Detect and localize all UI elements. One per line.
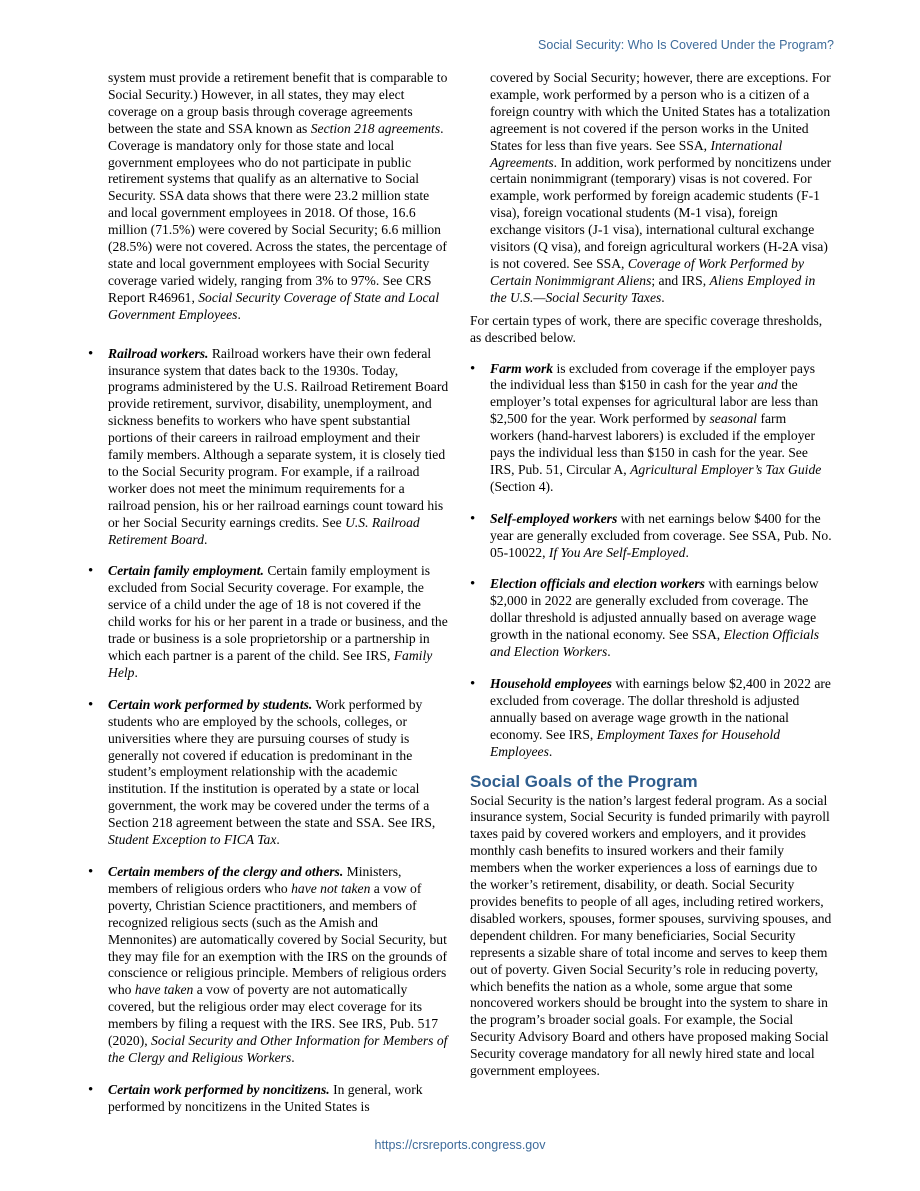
bullet-lead: Farm work (490, 360, 554, 376)
bullet-icon: • (88, 696, 94, 713)
body-text: covered by Social Security; however, there are exceptions. For example, work performed by a person who is a citizen of a foreign country with which the United States has a totalization agreement is not covered if the person works in the United States for less than five years. See SSA, (490, 70, 831, 153)
bullet-item (88, 864, 450, 1067)
body-text: In general, work performed by noncitizens in the United States is (108, 1081, 423, 1114)
section-body: Social Security is the nation’s largest federal program. As a social insurance system, Social Security is funded primarily with payroll taxes paid by covered workers and employers, and it provides monthly cash benefits to insured workers and their family members when the worker experiences a loss of earnings due to the worker’s retirement, disability, or death. Social Security provides benefits to people of all ages, including retired workers, disabled workers, spouses, former spouses, surviving spouses, and dependent children. For many beneficiaries, Social Security represents a sizable share of total income and serves to keep them out of poverty. Given Social Security’s role in reducing poverty, which benefits the nation as a whole, some argue that some noncovered workers should be brought into the system to share in the program’s broader social goals. For example, the Social Security Advisory Board and others have proposed making Social Security coverage mandatory for all newly hired state and local government employees. (470, 792, 832, 1079)
citation-text: U.S. Railroad Retirement Board (108, 514, 420, 547)
citation-text: Aliens Employed in the U.S.—Social Security Taxes (490, 272, 816, 305)
bullet-icon: • (88, 863, 94, 880)
bullet-item (470, 576, 832, 661)
body-text: (Section 4). (490, 478, 554, 494)
body-text: a vow of poverty are not automatically covered, but the religious order may elect coverage for its members by filing a request with the IRS. See IRS, Pub. 517 (2020), (108, 982, 438, 1049)
citation-text: Coverage of Work Performed by Certain Nonimmigrant Aliens (490, 255, 804, 288)
bullet-lead: Household employees (490, 676, 612, 691)
body-text: . (548, 743, 553, 759)
citation-text: Agricultural Employer’s Tax Guide (630, 461, 822, 477)
citation-text: Election Officials and Election Workers (490, 627, 820, 660)
bullet-lead: Self-employed workers (490, 510, 618, 526)
body-text: with earnings below $2,400 in 2022 are excluded from coverage. The dollar threshold is adjusted annually based on average wage growth in the national economy. See IRS, (490, 676, 831, 742)
bullet-icon: • (470, 510, 476, 527)
bullet-lead: Railroad workers. (108, 345, 209, 361)
body-text: . (134, 664, 138, 680)
body-text: . (204, 531, 208, 547)
section-heading: Social Goals of the Program (470, 771, 698, 791)
left-bullet-list (88, 346, 450, 1116)
right-continuation-paragraph (470, 70, 832, 307)
right-bullet-list (470, 361, 832, 761)
bullet-lead: Certain work performed by noncitizens. (108, 1081, 330, 1097)
body-text: . (237, 306, 241, 322)
bullet-item (88, 1082, 450, 1116)
body-text: Railroad workers have their own federal insurance system that dates back to the 1930s. Today, programs administered by the U.S. Railroad Retirement Board provide retirement, survivor, disability, unemployment, and sickness benefits to workers who have spent substantial portions of their careers in railroad employment and their family members. Although a separate system, it is closely tied to the Social Security program. For example, if a railroad worker does not meet the minimum requirements for a railroad pension, his or her railroad earnings count toward his or her Social Security earnings credits. See (108, 345, 449, 530)
bullet-item (470, 511, 832, 562)
citation-text: Social Security Coverage of State and Local Government Employees (108, 289, 440, 322)
bullet-icon: • (470, 676, 476, 692)
body-text: Work performed by students who are employed by the schools, colleges, or universities where they are pursuing courses of study is generally not covered if education is predominant in the student’s employment relationship with the academic institution. If the institution is operated by a state or local government, the work may be covered under the terms of a Section 218 agreement between the state and SSA. See IRS, (108, 696, 436, 831)
bullet-item (88, 346, 450, 549)
body-text: . Coverage is mandatory only for those state and local government employees who do not participate in public retirement systems that qualify as an alternative to Social Security. SSA data shows that there were 23.2 million state and local government employees in 2018. Of those, 16.6 million (71.5%) were covered by Social Security; 6.6 million (28.5%) were not covered. Across the states, the percentage of state and local government employees with Social Security coverage varied widely, ranging from 3% to 97%. See CRS Report R46961, (108, 120, 447, 305)
bullet-icon: • (470, 360, 476, 377)
bullet-lead: Certain work performed by students. (108, 696, 313, 712)
body-text: Ministers, members of religious orders who (108, 863, 402, 896)
bullet-item (470, 676, 832, 761)
body-text: with net earnings below $400 for the year are generally excluded from coverage. See SSA, Pub. No. 05-10022, (490, 510, 832, 560)
left-column (88, 70, 450, 1131)
body-text: . (276, 832, 280, 848)
bullet-icon: • (88, 345, 94, 362)
body-text: . In addition, work performed by noncitizens under certain nonimmigrant (temporary) visas is not covered. For example, work performed by foreign academic students (F-1 visa), foreign vocational students (M-1 visa), foreign exchange visitors (J-1 visa), international cultural exchange visitors (Q visa), and foreign agricultural workers (H-2A visa) is not covered. See SSA, (490, 154, 832, 271)
body-text: Certain family employment is excluded from Social Security coverage. For example, the service of a child under the age of 18 is not covered if the child works for his or her parent in a trade or business, and the trade or business is a sole proprietorship or a partnership in which each partner is a parent of the child. See IRS, (108, 563, 448, 663)
body-text: . (685, 544, 689, 560)
citation-text: International Agreements (490, 137, 783, 170)
bullet-lead: Election officials and election workers (490, 576, 705, 592)
footer-url[interactable]: https://crsreports.congress.gov (374, 1138, 546, 1152)
bullet-item (470, 361, 832, 496)
citation-text: and (757, 377, 778, 393)
bullet-icon: • (88, 563, 94, 580)
citation-text: If You Are Self-Employed (548, 544, 686, 560)
body-text: . (607, 644, 611, 660)
body-text: farm workers (hand-harvest laborers) is excluded if the employer pays the individual less than $150 in cash for the year. See IRS, Pub. 51, Circular A, (490, 411, 815, 477)
bullet-lead: Certain members of the clergy and others. (108, 863, 344, 879)
body-text: system must provide a retirement benefit that is comparable to Social Security.) However, in all states, they may elect coverage on a group basis through coverage agreements between the state and SSA known as (108, 70, 448, 136)
body-text: . (661, 289, 665, 305)
citation-text: have taken (134, 982, 194, 998)
citation-text: Social Security and Other Information for Members of the Clergy and Religious Workers (108, 1033, 448, 1065)
body-text: is excluded from coverage if the employer pays the individual less than $150 in cash for the year (490, 360, 816, 393)
citation-text: have not taken (291, 880, 371, 896)
bullet-item (88, 563, 450, 681)
bullet-lead: Certain family employment. (108, 563, 264, 579)
left-continuation-paragraph (88, 70, 450, 324)
citation-text: Family Help (108, 648, 433, 680)
bullet-icon: • (470, 576, 476, 593)
body-text: the employer’s total expenses for agricultural labor are less than $2,500 for the year. Work performed by (490, 377, 819, 427)
body-text: a vow of poverty, Christian Science practitioners, and members of recognized religious sects (such as the Amish and Mennonites) are automatically covered by Social Security, but they may file for an exemption with the IRS on the grounds of conscience or religious principle. Members of religious orders who (108, 880, 448, 998)
right-column (470, 70, 832, 1080)
running-header: Social Security: Who Is Covered Under the Program? (538, 38, 834, 52)
citation-text: seasonal (709, 411, 758, 427)
body-text: . (291, 1049, 295, 1065)
citation-text: Section 218 agreements (310, 120, 441, 136)
body-text: with earnings below $2,000 in 2022 are generally excluded from coverage. The dollar threshold is adjusted annually based on average wage growth in the national economy. See SSA, (490, 576, 819, 643)
bullet-item (88, 697, 450, 849)
thresholds-intro: For certain types of work, there are specific coverage thresholds, as described below. (470, 312, 823, 345)
citation-text: Employment Taxes for Household Employees (490, 726, 781, 759)
citation-text: Student Exception to FICA Tax (108, 832, 277, 848)
body-text: ; and IRS, (651, 272, 710, 288)
bullet-icon: • (88, 1081, 94, 1098)
